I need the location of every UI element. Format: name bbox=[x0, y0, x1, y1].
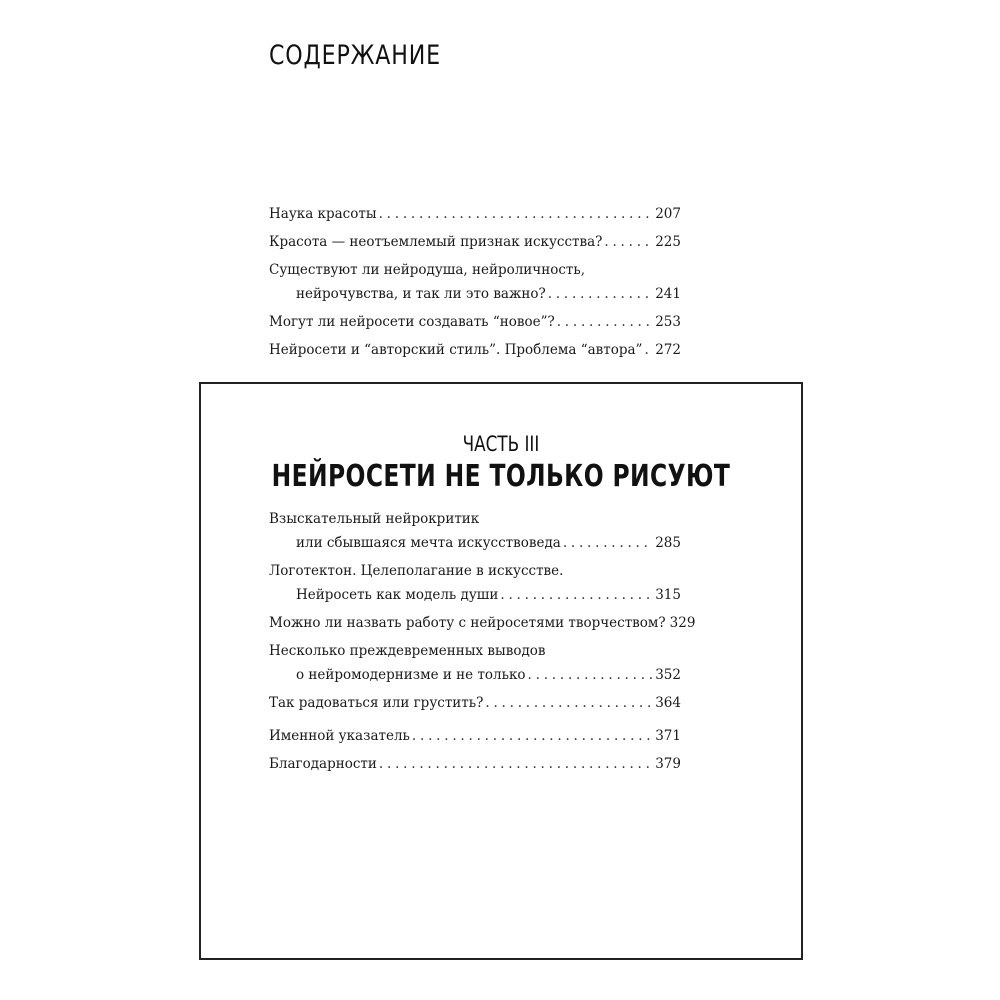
toc-entry[interactable] bbox=[269, 230, 681, 254]
toc-entry-title-continued: о нейромодернизме и не только bbox=[296, 667, 526, 683]
toc-entry-page: 207 bbox=[655, 206, 681, 222]
toc-entry-page: 364 bbox=[655, 695, 681, 711]
toc-list-part3 bbox=[269, 507, 696, 776]
toc-entry-title: Могут ли нейросети создавать “новое”? bbox=[269, 314, 555, 330]
dot-leader bbox=[548, 282, 653, 306]
toc-entry-line-continued bbox=[269, 663, 681, 687]
toc-entry-title-continued: или сбывшаяся мечта искусствоведа bbox=[296, 535, 561, 551]
toc-list-top bbox=[269, 202, 681, 362]
toc-entry-line bbox=[269, 202, 681, 226]
dot-leader bbox=[379, 752, 653, 776]
toc-entry-line bbox=[269, 639, 681, 663]
toc-entry-title-continued: нейрочувства, и так ли это важно? bbox=[296, 286, 546, 302]
toc-entry-line-continued bbox=[269, 583, 681, 607]
toc-entry[interactable] bbox=[269, 691, 681, 715]
toc-entry-line bbox=[269, 258, 681, 282]
toc-entry[interactable] bbox=[269, 639, 681, 687]
toc-entry[interactable] bbox=[269, 202, 681, 226]
toc-entry-line-continued bbox=[269, 282, 681, 306]
toc-entry-title: Можно ли назвать работу с нейросетями творчеством? bbox=[269, 615, 666, 631]
toc-entry[interactable] bbox=[269, 310, 681, 334]
toc-entry-title-continued: Нейросеть как модель души bbox=[296, 587, 499, 603]
toc-entry-page: 225 bbox=[655, 234, 681, 250]
toc-entry-line bbox=[269, 310, 681, 334]
toc-entry-line bbox=[269, 691, 681, 715]
dot-leader bbox=[379, 202, 654, 226]
toc-entry-page: 329 bbox=[669, 615, 696, 631]
part-label: ЧАСТЬ III bbox=[462, 432, 540, 456]
dot-leader bbox=[500, 583, 653, 607]
dot-leader bbox=[557, 310, 654, 334]
toc-entry-title: Логотектон. Целеполагание в искусстве. bbox=[269, 563, 564, 579]
dot-leader bbox=[412, 724, 653, 748]
toc-entry-index[interactable] bbox=[269, 724, 681, 748]
dot-leader bbox=[563, 531, 653, 555]
toc-entry-title: Взыскательный нейрокритик bbox=[269, 511, 480, 527]
toc-entry-title: Так радоваться или грустить? bbox=[269, 695, 484, 711]
toc-entry-page: 352 bbox=[655, 667, 681, 683]
dot-leader bbox=[644, 338, 653, 362]
toc-entry-line bbox=[269, 724, 681, 748]
toc-entry-line bbox=[269, 611, 696, 635]
page-title: СОДЕРЖАНИЕ bbox=[269, 40, 441, 71]
toc-entry[interactable] bbox=[269, 338, 681, 362]
toc-entry-title: Нейросети и “авторский стиль”. Проблема “автора” bbox=[269, 342, 643, 358]
toc-entry-line-continued bbox=[269, 531, 681, 555]
toc-entry-line bbox=[269, 230, 681, 254]
toc-entry-title: Существуют ли нейродуша, нейроличность, bbox=[269, 262, 586, 278]
dot-leader bbox=[528, 663, 654, 687]
toc-entry-line bbox=[269, 507, 681, 531]
dot-leader bbox=[604, 230, 653, 254]
toc-entry-page: 371 bbox=[655, 728, 681, 744]
toc-entry-page: 253 bbox=[655, 314, 681, 330]
toc-entry-title: Именной указатель bbox=[269, 728, 410, 744]
toc-entry[interactable] bbox=[269, 258, 681, 306]
toc-entry-line bbox=[269, 559, 681, 583]
toc-entry-page: 285 bbox=[655, 535, 681, 551]
toc-entry-title: Несколько преждевременных выводов bbox=[269, 643, 546, 659]
toc-entry[interactable] bbox=[269, 611, 696, 635]
toc-entry-line bbox=[269, 338, 681, 362]
toc-entry-line bbox=[269, 752, 681, 776]
toc-entry-title: Красота — неотъемлемый признак искусства? bbox=[269, 234, 603, 250]
toc-entry-title: Благодарности bbox=[269, 756, 377, 772]
part-title: НЕЙРОСЕТИ НЕ ТОЛЬКО РИСУЮТ bbox=[271, 459, 731, 494]
toc-entry-page: 241 bbox=[655, 286, 681, 302]
toc-entry-page: 315 bbox=[655, 587, 681, 603]
toc-entry-title: Наука красоты bbox=[269, 206, 377, 222]
toc-entry[interactable] bbox=[269, 507, 681, 555]
toc-entry[interactable] bbox=[269, 559, 681, 607]
toc-entry-acknowledgements[interactable] bbox=[269, 752, 681, 776]
dot-leader bbox=[485, 691, 653, 715]
toc-entry-page: 379 bbox=[655, 756, 681, 772]
toc-entry-page: 272 bbox=[655, 342, 681, 358]
